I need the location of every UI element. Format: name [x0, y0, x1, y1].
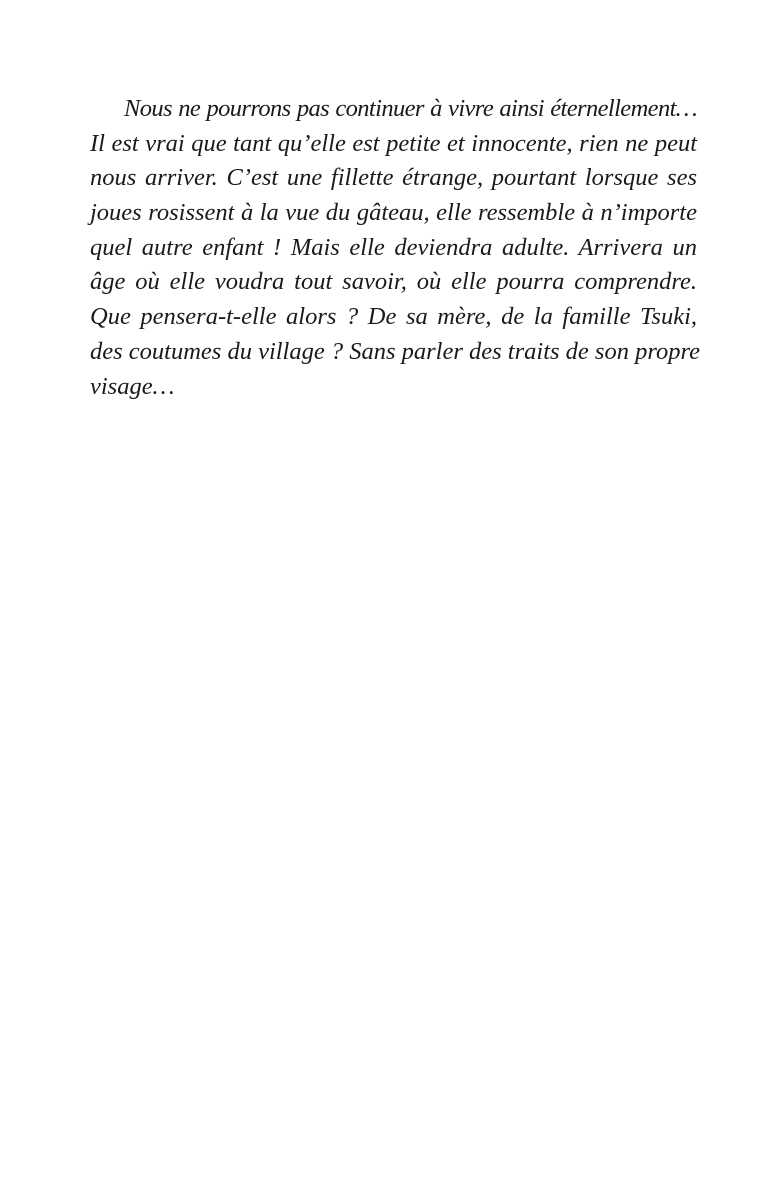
paragraph-line: nous arriver. C’est une fillette étrange, pourtant lorsque ses	[90, 164, 697, 192]
paragraph-line: âge où elle voudra tout savoir, où elle pourra comprendre.	[90, 268, 697, 296]
paragraph-line: visage…	[90, 372, 175, 400]
paragraph-line: Que pensera-t-elle alors ? De sa mère, de la famille Tsuki,	[90, 303, 697, 331]
paragraph-line: quel autre enfant ! Mais elle deviendra adulte. Arrivera un	[90, 233, 697, 261]
body-paragraph	[90, 92, 700, 404]
paragraph-line: Il est vrai que tant qu’elle est petite et innocente, rien ne peut	[90, 129, 697, 157]
paragraph-line: Nous ne pourrons pas continuer à vivre ainsi éternellement…	[124, 95, 697, 122]
paragraph-line: joues rosissent à la vue du gâteau, elle ressemble à n’importe	[90, 199, 697, 227]
paragraph-line: des coutumes du village ? Sans parler des traits de son propre	[90, 337, 700, 365]
